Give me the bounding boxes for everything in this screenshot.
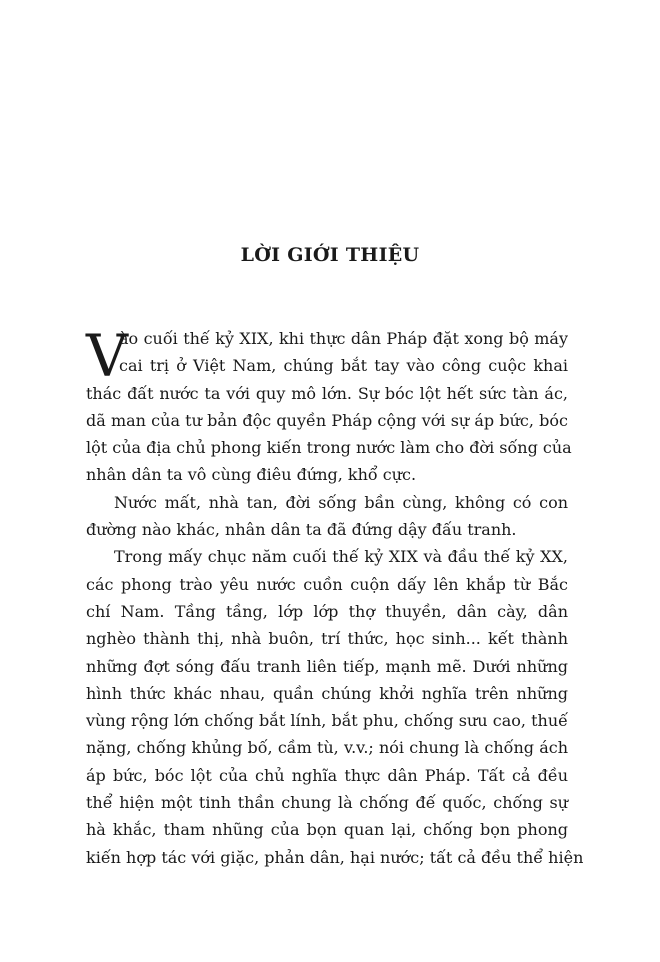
- body-text: [86, 322, 584, 871]
- text-line: ào cuối thế kỷ XIX, khi thực dân Pháp đặt xong bộ máy: [119, 329, 568, 348]
- text-line: Trong mấy chục năm cuối thế kỷ XIX và đầu thế kỷ XX,: [114, 547, 568, 567]
- text-line: Nước mất, nhà tan, đời sống bần cùng, không có con: [114, 492, 568, 512]
- drop-cap: V: [86, 322, 128, 390]
- text-line: nặng, chống khủng bố, cầm tù, v.v.; nói chung là chống ách: [86, 738, 568, 758]
- text-line: hà khắc, tham nhũng của bọn quan lại, chống bọn phong: [86, 820, 568, 840]
- text-line: dã man của tư bản độc quyền Pháp cộng với sự áp bức, bóc: [86, 410, 568, 430]
- text-line: kiến hợp tác với giặc, phản dân, hại nước; tất cả đều thể hiện: [86, 847, 584, 867]
- text-line: những đợt sóng đấu tranh liên tiếp, mạnh mẽ. Dưới những: [86, 656, 568, 676]
- text-line: lột của địa chủ phong kiến trong nước làm cho đời sống của: [86, 438, 572, 458]
- text-line: hình thức khác nhau, quần chúng khởi nghĩa trên những: [86, 683, 568, 703]
- text-line: chí Nam. Tầng tầng, lớp lớp thợ thuyền, dân cày, dân: [86, 601, 568, 621]
- paragraph-1: [86, 322, 572, 489]
- text-line: nghèo thành thị, nhà buôn, trí thức, học sinh... kết thành: [86, 629, 568, 649]
- page-title: LỜI GIỚI THIỆU: [240, 244, 420, 266]
- text-line: thể hiện một tinh thần chung là chống đế quốc, chống sự: [86, 793, 568, 813]
- text-line: đường nào khác, nhân dân ta đã đứng dậy đấu tranh.: [86, 520, 517, 540]
- text-line: các phong trào yêu nước cuồn cuộn dấy lên khắp từ Bắc: [86, 574, 568, 594]
- text-line: nhân dân ta vô cùng điêu đứng, khổ cực.: [86, 465, 417, 485]
- paragraph-3: [86, 543, 584, 871]
- text-line: cai trị ở Việt Nam, chúng bắt tay vào công cuộc khai: [119, 356, 568, 376]
- text-line: vùng rộng lớn chống bắt lính, bắt phu, chống sưu cao, thuế: [86, 711, 568, 731]
- paragraph-2: [86, 489, 568, 544]
- text-line: thác đất nước ta với quy mô lớn. Sự bóc lột hết sức tàn ác,: [86, 383, 568, 403]
- text-line: áp bức, bóc lột của chủ nghĩa thực dân Pháp. Tất cả đều: [86, 765, 568, 785]
